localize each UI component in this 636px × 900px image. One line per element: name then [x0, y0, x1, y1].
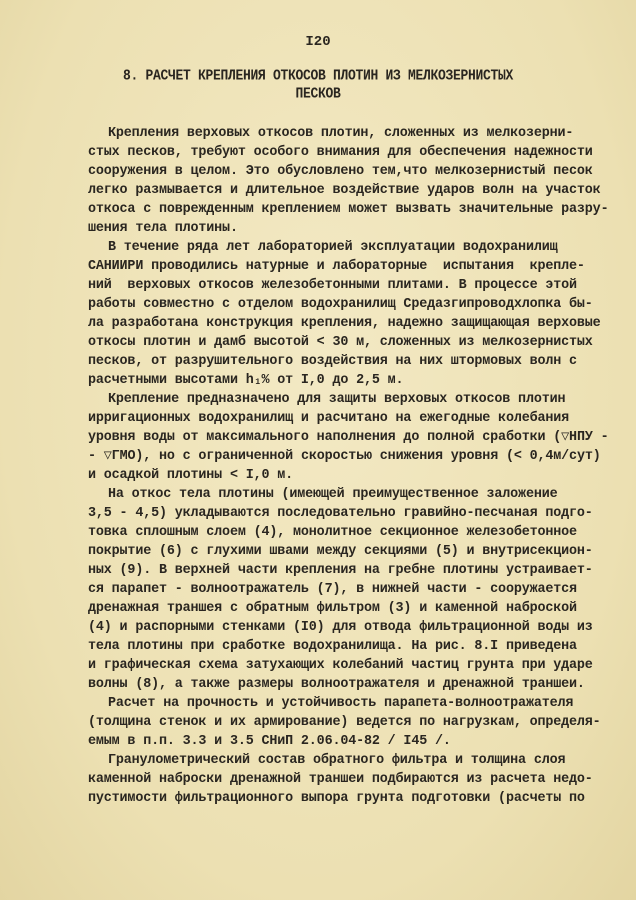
text-line: пустимости фильтрационного выпора грунта подготовки (расчеты по: [88, 791, 585, 806]
text-line: ний верховых откосов железобетонными плитами. В процессе этой: [88, 278, 577, 293]
text-line: откосы плотин и дамб высотой < 30 м, сложенных из мелкозернистых: [88, 335, 593, 350]
text-line: покрытие (6) с глухими швами между секциями (5) и внутрисекцион-: [88, 544, 593, 559]
text-line: ся парапет - волноотражатель (7), в нижней части - сооружается: [88, 582, 577, 597]
section-heading-line-2: ПЕСКОВ: [295, 84, 341, 103]
text-line: шения тела плотины.: [88, 221, 238, 236]
text-line: - ▽ГМО), но с ограниченной скоростью снижения уровня (< 0,4м/сут): [88, 449, 601, 464]
text-line: Гранулометрический состав обратного фильтра и толщина слоя: [108, 753, 566, 768]
text-line: откоса с поврежденным креплением может вызвать значительные разру-: [88, 202, 609, 217]
text-line: каменной наброски дренажной траншеи подбираются из расчета недо-: [88, 772, 593, 787]
text-line: емым в п.п. 3.3 и 3.5 СНиП 2.06.04-82 / I45 /.: [88, 734, 451, 749]
section-heading-line-1: 8. РАСЧЕТ КРЕПЛЕНИЯ ОТКОСОВ ПЛОТИН ИЗ МЕЛКОЗЕРНИСТЫХ: [122, 66, 514, 85]
paragraph: [88, 390, 608, 485]
text-line: Крепления верховых откосов плотин, сложенных из мелкозерни-: [108, 126, 574, 141]
text-line: дренажная траншея с обратным фильтром (3) и каменной наброской: [88, 601, 577, 616]
text-line: ных (9). В верхней части крепления на гребне плотины устраивает-: [88, 563, 593, 578]
text-line: На откос тела плотины (имеющей преимущественное заложение: [108, 487, 558, 502]
paragraph: [88, 485, 608, 694]
text-line: ирригационных водохранилищ и расчитано на ежегодные колебания: [88, 411, 570, 426]
text-line: ла разработана конструкция крепления, надежно защищающая верховые: [88, 316, 601, 331]
text-line: (толщина стенок и их армирование) ведется по нагрузкам, определя-: [88, 715, 601, 730]
text-line: работы совместно с отделом водохранилищ Средазгипроводхлопка бы-: [88, 297, 593, 312]
body-text: [88, 124, 608, 808]
text-line: волны (8), а также размеры волноотражателя и дренажной траншеи.: [88, 677, 585, 692]
text-line: легко размывается и длительное воздействие ударов волн на участок: [88, 183, 601, 198]
text-line: уровня воды от максимального наполнения до полной сработки (▽НПУ -: [88, 430, 609, 445]
text-line: и графическая схема затухающих колебаний частиц грунта при ударе: [88, 658, 593, 673]
text-line: и осадкой плотины < I,0 м.: [88, 468, 294, 483]
text-line: 3,5 - 4,5) укладываются последовательно гравийно-песчаная подго-: [88, 506, 593, 521]
paragraph: [88, 124, 608, 238]
text-line: товка сплошным слоем (4), монолитное секционное железобетонное: [88, 525, 577, 540]
page-number: I20: [305, 34, 331, 50]
text-line: САНИИРИ проводились натурные и лабораторные испытания крепле-: [88, 259, 585, 274]
text-line: Крепление предназначено для защиты верховых откосов плотин: [108, 392, 566, 407]
text-line: В течение ряда лет лабораторией эксплуатации водохранилищ: [108, 240, 558, 255]
paragraph: [88, 238, 608, 390]
text-line: сооружения в целом. Это обусловлено тем,что мелкозернистый песок: [88, 164, 593, 179]
text-line: песков, от разрушительного воздействия на них штормовых волн с: [88, 354, 577, 369]
text-line: расчетными высотами h₁% от I,0 до 2,5 м.: [88, 373, 404, 388]
text-line: стых песков, требуют особого внимания для обеспечения надежности: [88, 145, 593, 160]
paragraph: [88, 694, 608, 751]
paragraph: [88, 751, 608, 808]
text-line: тела плотины при сработке водохранилища. На рис. 8.I приведена: [88, 639, 577, 654]
text-line: Расчет на прочность и устойчивость парапета-волноотражателя: [108, 696, 574, 711]
text-line: (4) и распорными стенками (I0) для отвода фильтрационной воды из: [88, 620, 593, 635]
